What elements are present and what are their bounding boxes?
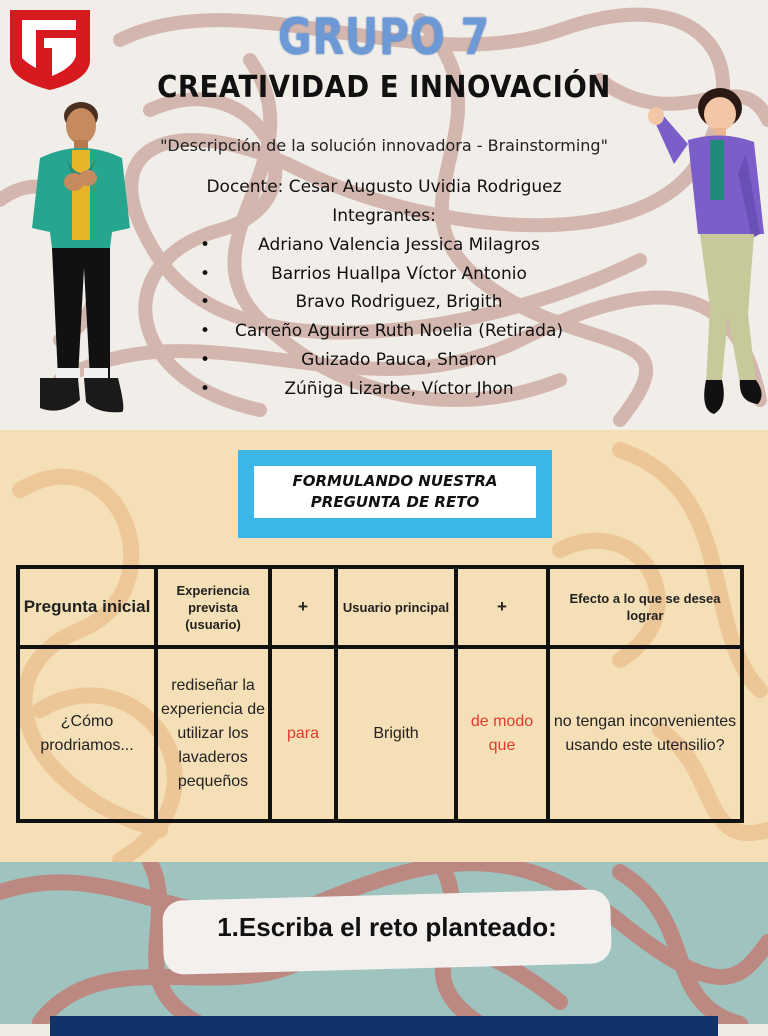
table-cell: de modo que: [456, 647, 548, 821]
header-cell: Usuario principal: [336, 567, 456, 647]
member-item: • Guizado Pauca, Sharon: [200, 350, 497, 370]
reto-title-box: [238, 450, 552, 538]
header-cell: +: [270, 567, 336, 647]
woman-illustration: [636, 84, 768, 430]
reto-title: FORMULANDO NUESTRA PREGUNTA DE RETO: [254, 466, 536, 518]
header-cell: Experiencia prevista (usuario): [156, 567, 270, 647]
header-cell: Pregunta inicial: [18, 567, 156, 647]
course-title: CREATIVIDAD E INNOVACIÓN: [157, 70, 611, 105]
answer-box: [50, 1016, 718, 1036]
table-cell: ¿Cómo prodriamos...: [18, 647, 156, 821]
table-cell: Brigith: [336, 647, 456, 821]
member-item: • Bravo Rodriguez, Brigith: [200, 292, 503, 312]
man-illustration: [26, 98, 136, 420]
member-item: • Carreño Aguirre Ruth Noelia (Retirada): [200, 321, 563, 341]
docente-line: Docente: Cesar Augusto Uvidia Rodriguez: [206, 177, 562, 197]
member-item: • Adriano Valencia Jessica Milagros: [200, 235, 540, 255]
member-item: • Barrios Huallpa Víctor Antonio: [200, 264, 527, 284]
integrantes-label: Integrantes:: [332, 206, 436, 226]
cover-section: [0, 0, 768, 430]
header-cell: +: [456, 567, 548, 647]
table-row: [18, 647, 742, 821]
group-title: GRUPO 7: [278, 8, 490, 66]
header-cell: Efecto a lo que se desea lograr: [548, 567, 742, 647]
question-title: 1.Escriba el reto planteado:: [217, 912, 557, 942]
table-cell: rediseñar la experiencia de utilizar los lavaderos pequeños: [156, 647, 270, 821]
reto-table: [16, 565, 744, 823]
table-header-row: [18, 567, 742, 647]
table-cell: para: [270, 647, 336, 821]
member-item: • Zúñiga Lizarbe, Víctor Jhon: [200, 379, 514, 399]
subtitle: "Descripción de la solución innovadora - Brainstorming": [160, 136, 608, 155]
table-cell: no tengan inconvenientes usando este utensilio?: [548, 647, 742, 821]
